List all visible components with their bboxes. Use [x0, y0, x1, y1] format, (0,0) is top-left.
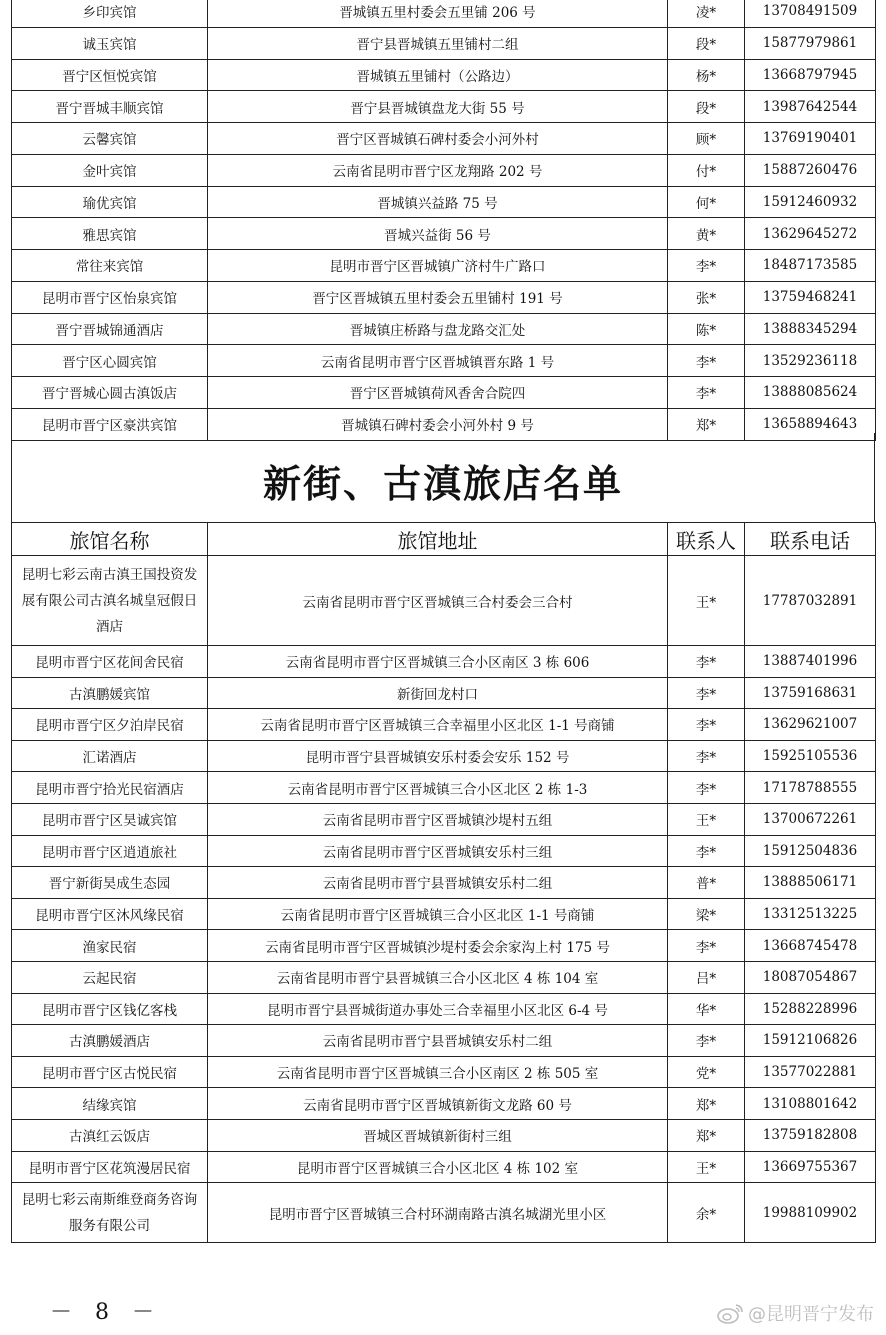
- hotel-name: 昆明七彩云南斯维登商务咨询服务有限公司: [12, 1183, 208, 1243]
- hotel-address: 云南省昆明市晋宁区晋城镇三合小区南区 2 栋 505 室: [208, 1056, 668, 1088]
- hotel-name: 金叶宾馆: [12, 154, 208, 186]
- hotel-name: 昆明市晋宁区豪洪宾馆: [12, 408, 208, 440]
- contact-phone: 13668797945: [745, 59, 876, 91]
- hotel-name: 古滇红云饭店: [12, 1119, 208, 1151]
- contact-phone: 13759182808: [745, 1119, 876, 1151]
- hotel-name: 昆明市晋宁区逍逍旅社: [12, 835, 208, 867]
- contact-phone: 17787032891: [745, 556, 876, 646]
- hotel-address: 云南省昆明市晋宁区晋城镇晋东路 1 号: [208, 345, 668, 377]
- top-hotel-table-body: [12, 0, 876, 440]
- contact-person: 李*: [668, 772, 745, 804]
- watermark-text: @昆明晋宁发布: [748, 1304, 874, 1325]
- table-row: [12, 646, 876, 678]
- contact-person: 郑*: [668, 1088, 745, 1120]
- contact-phone: 13658894643: [745, 408, 876, 440]
- hotel-address: 云南省昆明市晋宁区晋城镇三合小区北区 1-1 号商铺: [208, 898, 668, 930]
- hotel-name: 晋宁区心圆宾馆: [12, 345, 208, 377]
- hotel-address: 晋宁区晋城镇荷风香舍合院四: [208, 377, 668, 409]
- table-row: [12, 1119, 876, 1151]
- hotel-address: 新街回龙村口: [208, 677, 668, 709]
- table-row: [12, 961, 876, 993]
- contact-person: 党*: [668, 1056, 745, 1088]
- header-contact: 联系人: [668, 523, 745, 556]
- contact-person: 黄*: [668, 218, 745, 250]
- hotel-address: 昆明市晋宁区晋城镇三合小区北区 4 栋 102 室: [208, 1151, 668, 1183]
- hotel-name: 晋宁区恒悦宾馆: [12, 59, 208, 91]
- hotel-address: 昆明市晋宁县晋城镇安乐村委会安乐 152 号: [208, 740, 668, 772]
- hotel-address: 云南省昆明市晋宁区晋城镇三合小区南区 3 栋 606: [208, 646, 668, 678]
- hotel-address: 云南省昆明市晋宁区龙翔路 202 号: [208, 154, 668, 186]
- hotel-name: 古滇鹏媛宾馆: [12, 677, 208, 709]
- hotel-address: 晋城镇兴益路 75 号: [208, 186, 668, 218]
- hotel-name: 昆明市晋宁区昊诚宾馆: [12, 803, 208, 835]
- hotel-name: 渔家民宿: [12, 930, 208, 962]
- contact-phone: 13312513225: [745, 898, 876, 930]
- contact-person: 吕*: [668, 961, 745, 993]
- contact-phone: 15912106826: [745, 1025, 876, 1057]
- contact-person: 杨*: [668, 59, 745, 91]
- contact-phone: 13708491509: [745, 0, 876, 27]
- table-row: [12, 250, 876, 282]
- xinjie-gudian-hotel-table: [11, 522, 876, 1243]
- xinjie-gudian-hotel-table-body: [12, 523, 876, 1243]
- contact-person: 凌*: [668, 0, 745, 27]
- contact-phone: 13577022881: [745, 1056, 876, 1088]
- contact-phone: 13759468241: [745, 281, 876, 313]
- contact-person: 张*: [668, 281, 745, 313]
- watermark: [716, 1300, 874, 1326]
- hotel-address: 晋宁县晋城镇五里铺村二组: [208, 27, 668, 59]
- table-row: [12, 123, 876, 155]
- hotel-name: 结缘宾馆: [12, 1088, 208, 1120]
- hotel-address: 晋宁区晋城镇五里村委会五里铺村 191 号: [208, 281, 668, 313]
- hotel-name: 昆明市晋宁拾光民宿酒店: [12, 772, 208, 804]
- hotel-address: 云南省昆明市晋宁县晋城镇安乐村二组: [208, 867, 668, 899]
- contact-person: 李*: [668, 646, 745, 678]
- contact-person: 段*: [668, 27, 745, 59]
- hotel-name: 昆明市晋宁区花筑漫居民宿: [12, 1151, 208, 1183]
- hotel-name: 昆明市晋宁区古悦民宿: [12, 1056, 208, 1088]
- contact-person: 李*: [668, 677, 745, 709]
- table-row: [12, 281, 876, 313]
- contact-person: 郑*: [668, 408, 745, 440]
- contact-phone: 13629621007: [745, 709, 876, 741]
- contact-person: 王*: [668, 556, 745, 646]
- hotel-name: 汇诺酒店: [12, 740, 208, 772]
- contact-phone: 13529236118: [745, 345, 876, 377]
- contact-phone: 19988109902: [745, 1183, 876, 1243]
- page-number: － 8 －: [50, 1300, 162, 1325]
- table-row: [12, 345, 876, 377]
- contact-person: 王*: [668, 1151, 745, 1183]
- table-header-row: [12, 523, 876, 556]
- contact-phone: 17178788555: [745, 772, 876, 804]
- hotel-name: 乡印宾馆: [12, 0, 208, 27]
- table-row: [12, 867, 876, 899]
- table-row: [12, 803, 876, 835]
- contact-phone: 13888506171: [745, 867, 876, 899]
- hotel-name: 昆明七彩云南古滇王国投资发展有限公司古滇名城皇冠假日酒店: [12, 556, 208, 646]
- hotel-address: 云南省昆明市晋宁区晋城镇三合村委会三合村: [208, 556, 668, 646]
- table-row: [12, 1151, 876, 1183]
- section-title-box: [11, 433, 875, 522]
- hotel-name: 昆明市晋宁区夕泊岸民宿: [12, 709, 208, 741]
- contact-phone: 13108801642: [745, 1088, 876, 1120]
- hotel-address: 云南省昆明市晋宁区晋城镇三合小区北区 2 栋 1-3: [208, 772, 668, 804]
- hotel-address: 云南省昆明市晋宁区晋城镇新街文龙路 60 号: [208, 1088, 668, 1120]
- hotel-address: 晋城镇石碑村委会小河外村 9 号: [208, 408, 668, 440]
- table-row: [12, 59, 876, 91]
- hotel-address: 晋城镇庄桥路与盘龙路交汇处: [208, 313, 668, 345]
- hotel-name: 昆明市晋宁区沐风缘民宿: [12, 898, 208, 930]
- contact-phone: 15925105536: [745, 740, 876, 772]
- hotel-address: 晋宁县晋城镇盘龙大街 55 号: [208, 91, 668, 123]
- hotel-name: 晋宁晋城丰顺宾馆: [12, 91, 208, 123]
- hotel-name: 昆明市晋宁区花间舍民宿: [12, 646, 208, 678]
- table-row: [12, 740, 876, 772]
- contact-person: 何*: [668, 186, 745, 218]
- table-row: [12, 0, 876, 27]
- table-row: [12, 27, 876, 59]
- table-row: [12, 154, 876, 186]
- contact-phone: 13700672261: [745, 803, 876, 835]
- contact-person: 段*: [668, 91, 745, 123]
- weibo-icon: [716, 1302, 744, 1324]
- contact-person: 李*: [668, 1025, 745, 1057]
- contact-phone: 13987642544: [745, 91, 876, 123]
- table-row: [12, 1056, 876, 1088]
- table-row: [12, 993, 876, 1025]
- hotel-name: 晋宁晋城心圆古滇饭店: [12, 377, 208, 409]
- contact-person: 李*: [668, 377, 745, 409]
- contact-person: 付*: [668, 154, 745, 186]
- contact-person: 李*: [668, 250, 745, 282]
- contact-person: 余*: [668, 1183, 745, 1243]
- table-row: [12, 1088, 876, 1120]
- hotel-name: 古滇鹏媛酒店: [12, 1025, 208, 1057]
- header-address: 旅馆地址: [208, 523, 668, 556]
- hotel-name: 昆明市晋宁区钱亿客栈: [12, 993, 208, 1025]
- table-row: [12, 1183, 876, 1243]
- hotel-address: 云南省昆明市晋宁区晋城镇安乐村三组: [208, 835, 668, 867]
- contact-person: 李*: [668, 709, 745, 741]
- hotel-address: 云南省昆明市晋宁区晋城镇沙堤村五组: [208, 803, 668, 835]
- contact-phone: 13887401996: [745, 646, 876, 678]
- contact-person: 华*: [668, 993, 745, 1025]
- table-row: [12, 218, 876, 250]
- contact-person: 李*: [668, 930, 745, 962]
- contact-person: 梁*: [668, 898, 745, 930]
- contact-phone: 15877979861: [745, 27, 876, 59]
- table-row: [12, 677, 876, 709]
- hotel-name: 云馨宾馆: [12, 123, 208, 155]
- table-row: [12, 835, 876, 867]
- contact-person: 王*: [668, 803, 745, 835]
- hotel-name: 常往来宾馆: [12, 250, 208, 282]
- hotel-address: 昆明市晋宁区晋城镇三合村环湖南路古滇名城湖光里小区: [208, 1183, 668, 1243]
- hotel-name: 云起民宿: [12, 961, 208, 993]
- contact-person: 李*: [668, 835, 745, 867]
- contact-phone: 15887260476: [745, 154, 876, 186]
- contact-person: 普*: [668, 867, 745, 899]
- contact-phone: 13759168631: [745, 677, 876, 709]
- contact-phone: 13669755367: [745, 1151, 876, 1183]
- hotel-address: 云南省昆明市晋宁县晋城镇安乐村二组: [208, 1025, 668, 1057]
- table-row: [12, 91, 876, 123]
- section-title: 新街、古滇旅店名单: [262, 462, 623, 506]
- contact-person: 陈*: [668, 313, 745, 345]
- contact-person: 顾*: [668, 123, 745, 155]
- hotel-address: 晋城镇五里铺村（公路边）: [208, 59, 668, 91]
- contact-phone: 13629645272: [745, 218, 876, 250]
- contact-phone: 18087054867: [745, 961, 876, 993]
- hotel-address: 昆明市晋宁县晋城街道办事处三合幸福里小区北区 6-4 号: [208, 993, 668, 1025]
- hotel-name: 雅思宾馆: [12, 218, 208, 250]
- hotel-address: 云南省昆明市晋宁区晋城镇沙堤村委会余家沟上村 175 号: [208, 930, 668, 962]
- hotel-address: 昆明市晋宁区晋城镇广济村牛广路口: [208, 250, 668, 282]
- table-row: [12, 898, 876, 930]
- contact-phone: 15912504836: [745, 835, 876, 867]
- hotel-address: 晋宁区晋城镇石碑村委会小河外村: [208, 123, 668, 155]
- table-row: [12, 772, 876, 804]
- table-row: [12, 186, 876, 218]
- contact-phone: 15288228996: [745, 993, 876, 1025]
- table-row: [12, 1025, 876, 1057]
- table-row: [12, 556, 876, 646]
- table-row: [12, 709, 876, 741]
- hotel-name: 晋宁新街昊成生态园: [12, 867, 208, 899]
- hotel-address: 云南省昆明市晋宁县晋城镇三合小区北区 4 栋 104 室: [208, 961, 668, 993]
- table-row: [12, 930, 876, 962]
- table-row: [12, 313, 876, 345]
- contact-phone: 13888085624: [745, 377, 876, 409]
- hotel-name: 晋宁晋城锦通酒店: [12, 313, 208, 345]
- header-phone: 联系电话: [745, 523, 876, 556]
- contact-phone: 13668745478: [745, 930, 876, 962]
- header-name: 旅馆名称: [12, 523, 208, 556]
- hotel-address: 晋城区晋城镇新街村三组: [208, 1119, 668, 1151]
- hotel-address: 晋城镇五里村委会五里铺 206 号: [208, 0, 668, 27]
- contact-phone: 15912460932: [745, 186, 876, 218]
- contact-phone: 13888345294: [745, 313, 876, 345]
- table-row: [12, 377, 876, 409]
- top-hotel-table: [11, 0, 876, 441]
- hotel-name: 诚玉宾馆: [12, 27, 208, 59]
- contact-person: 李*: [668, 740, 745, 772]
- hotel-name: 瑜优宾馆: [12, 186, 208, 218]
- hotel-name: 昆明市晋宁区怡泉宾馆: [12, 281, 208, 313]
- hotel-address: 云南省昆明市晋宁区晋城镇三合幸福里小区北区 1-1 号商铺: [208, 709, 668, 741]
- contact-person: 李*: [668, 345, 745, 377]
- hotel-address: 晋城兴益街 56 号: [208, 218, 668, 250]
- contact-person: 郑*: [668, 1119, 745, 1151]
- contact-phone: 18487173585: [745, 250, 876, 282]
- contact-phone: 13769190401: [745, 123, 876, 155]
